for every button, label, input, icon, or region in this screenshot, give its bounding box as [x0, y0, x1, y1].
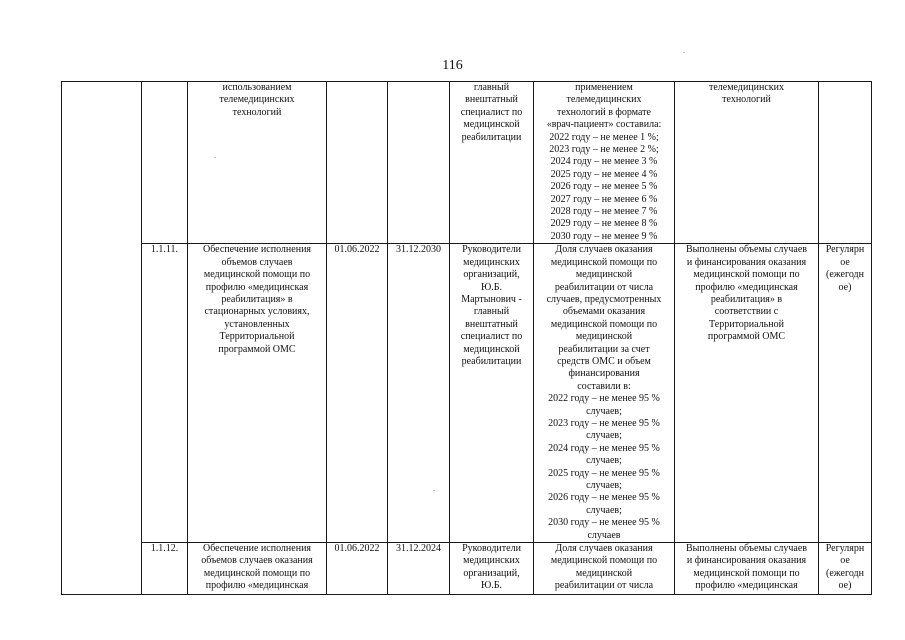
measure-cell: Обеспечение исполнения объемов случаев медицинской помощи по профилю «медицинская реабилитация» в стационарных условиях, установленных Территориальной программой ОМС [188, 244, 327, 543]
responsible-cell: главный внештатный специалист по медицинской реабилитации [450, 82, 534, 244]
start-date-cell [327, 82, 388, 244]
measure-cell: Обеспечение исполнения объемов случаев оказания медицинской помощи по профилю «медицинская [188, 543, 327, 595]
result-cell: Выполнены объемы случаев и финансирования оказания медицинской помощи по профилю «медицинская реабилитация» в соответствии с Территориальной программой ОМС [675, 244, 819, 543]
responsible-cell: Руководители медицинских организаций, Ю.Б. [450, 543, 534, 595]
scan-speck [214, 157, 216, 158]
result-cell: Выполнены объемы случаев и финансирования оказания медицинской помощи по профилю «медицинская [675, 543, 819, 595]
indicator-cell: применением телемедицинских технологий в формате «врач-пациент» составила: 2022 году – не менее 1 %; 2023 году – не менее 2 %; 2024 году – не менее 3 % 2025 году – не менее 4 % 2026 году – не менее 5 % 2027 году – не менее 6 % 2028 году – не менее 7 % 2029 году – не менее 8 % 2030 году – не менее 9 % [534, 82, 675, 244]
indicator-cell: Доля случаев оказания медицинской помощи по медицинской реабилитации от числа случаев, предусмотренных объемами оказания медицинской помощи по медицинской реабилитации за счет средств ОМС и объем финансирования составили в: 2022 году – не менее 95 % случаев; 2023 году – не менее 95 % случаев; 2024 году – не менее 95 % случаев; 2025 году – не менее 95 % случаев; 2026 году – не менее 95 % случаев; 2030 году – не менее 95 % случаев [534, 244, 675, 543]
result-cell: телемедицинских технологий [675, 82, 819, 244]
scan-speck [683, 52, 685, 53]
end-date-cell [388, 82, 450, 244]
measure-cell: использованием телемедицинских технологий [188, 82, 327, 244]
blank-left-cell [62, 82, 142, 595]
frequency-cell: Регулярн ое (ежегодн ое) [819, 244, 872, 543]
start-date-cell: 01.06.2022 [327, 543, 388, 595]
scan-speck [433, 490, 435, 491]
item-number-cell: 1.1.12. [142, 543, 188, 595]
page-number: 116 [442, 58, 463, 73]
responsible-cell: Руководители медицинских организаций, Ю.Б. Мартынович - главный внештатный специалист по медицинской реабилитации [450, 244, 534, 543]
item-number-cell [142, 82, 188, 244]
end-date-cell: 31.12.2024 [388, 543, 450, 595]
item-number-cell: 1.1.11. [142, 244, 188, 543]
indicator-cell: Доля случаев оказания медицинской помощи по медицинской реабилитации от числа [534, 543, 675, 595]
start-date-cell: 01.06.2022 [327, 244, 388, 543]
frequency-cell: Регулярн ое (ежегодн ое) [819, 543, 872, 595]
frequency-cell [819, 82, 872, 244]
end-date-cell: 31.12.2030 [388, 244, 450, 543]
table-row [62, 244, 872, 543]
measures-table [61, 81, 872, 595]
table-row [62, 543, 872, 595]
table-row [62, 82, 872, 244]
